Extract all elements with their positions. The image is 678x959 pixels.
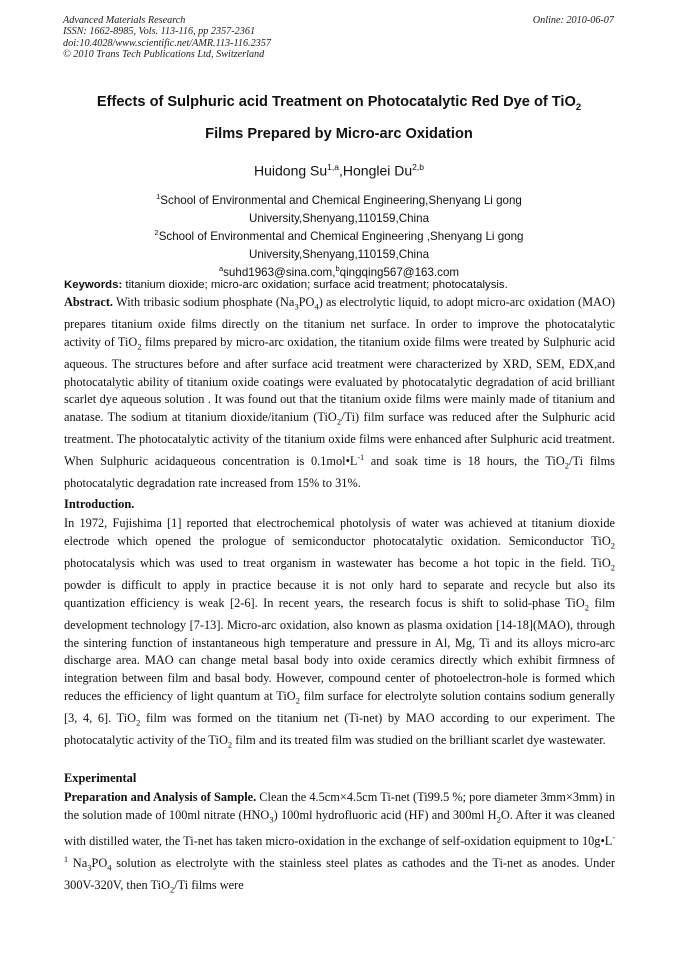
author-list: Huidong Su$^{1,a}$,Honglei Du$^{2,b}$ bbox=[254, 162, 424, 179]
experimental-paragraph: Preparation and Analysis of Sample. Clean the 4.5cm×4.5cm Ti-net (Ti99.5 %; pore diameter 3mm×3mm) in the solution made of 100ml nitrate $(HNO_3)$ 100ml hydrofluoric acid (HF) and 300ml $H_2O$. After it was cleaned with distilled water, the Ti-net has taken micro-oxidation in the exchange of self-oxidation equipment to $10g•L^{-1}$ $Na_3PO_4$ solution as electrolyte with the stainless steel plates as cathodes and the Ti-net as anodes. Under 300V-320V, then TiO$_2$/Ti films were bbox=[64, 790, 616, 895]
email-link[interactable]: qingqing567@163.com bbox=[339, 265, 460, 279]
copyright-line: © 2010 Trans Tech Publications Ltd, Switzerland bbox=[63, 49, 265, 61]
affiliation-1: $^1$School of Environmental and Chemical Engineering,Shenyang Li gong University,Shenyang,110159,China bbox=[156, 192, 522, 225]
section-heading-introduction: Introduction. bbox=[64, 497, 135, 511]
author-emails: $^a$suhd1963@sina.com,$^b$qingqing567@163.com bbox=[218, 264, 460, 279]
keywords-label: Keywords: bbox=[64, 279, 123, 291]
journal-name: Advanced Materials Research bbox=[63, 15, 186, 26]
journal-header bbox=[63, 15, 271, 61]
section-heading-experimental: Experimental bbox=[64, 771, 137, 785]
email-link[interactable]: suhd1963@sina.com, bbox=[223, 265, 336, 279]
abstract-label: Abstract. bbox=[64, 295, 114, 309]
affiliation-2: $^2$School of Environmental and Chemical Engineering ,Shenyang Li gong University,Shenyang,110159,China bbox=[154, 228, 524, 261]
online-date: Online: 2010-06-07 bbox=[532, 15, 614, 26]
author-name: Honglei Du bbox=[342, 162, 413, 179]
subsection-label: Preparation and Analysis of Sample. bbox=[64, 790, 257, 804]
title-line-1: Effects of Sulphuric acid Treatment on Photocatalytic Red Dye of TiO$_2$ bbox=[96, 94, 582, 113]
introduction-paragraph: In 1972, Fujishima [1] reported that electrochemical photolysis of water was achieved at titanium dioxide electrode which opened the prologue of semiconductor photocatalytic oxidation. Semiconductor TiO$_2$ photocatalysis which was used to treat organism in wastewater has become a hot topic in the field. TiO$_2$ powder is difficult to apply in practice because it is not only hard to separate and recycle but also its quantization efficiency is weak [2-6]. In recent years, the research focus is shift to solid-phase TiO$_2$ film development technology [7-13]. Micro-arc oxidation, also known as plasma oxidation [14-18](MAO), through the sintering function of instantaneous high temperature and pressure in Al, Mg, Ti and its alloys micro-arc discharge area. MAO can change metal basal body into oxide ceramics directly which exhibit firmness of integration between film and basal body. However, compound center of photoelectron-hole is formed which reduces the efficiency of light quantum at TiO$_2$ film surface for electrolyte solution contains sodium generally [3, 4, 6]. TiO$_2$ film was formed on the titanium net (Ti-net) by MAO according to our experiment. The photocatalytic activity of the TiO$_2$ film and its treated film was studied on the brilliant scarlet dye wastewater. bbox=[64, 516, 615, 750]
title-line-2: Films Prepared by Micro-arc Oxidation bbox=[205, 126, 473, 142]
issn-line: ISSN: 1662-8985, Vols. 113-116, pp 2357-2361 bbox=[63, 26, 256, 38]
keywords: Keywords: titanium dioxide; micro-arc oxidation; surface acid treatment; photocatalysis. bbox=[64, 279, 508, 291]
abstract: Abstract. With tribasic sodium phosphate $(Na_3PO_4)$ as electrolytic liquid, to adopt micro-arc oxidation (MAO) prepares titanium oxide films directly on the titanium net surface. In order to improve the photocatalytic activity of TiO$_2$ films prepared by micro-arc oxidation, the titanium oxide films were treated by Sulphuric acid aqueous. The structures before and after surface acid treatment were characterized by XRD, SEM, EDX,and photocatalytic ability of titanium oxide coatings were evaluated by photocatalytic degradation of acid brilliant scarlet dye aqueous solution . It was found out that the titanium oxide films were mainly made of titanium and anatase. The sodium at titanium dioxide/itanium (TiO$_2$/Ti) film surface was reduced after the Sulphuric acid treatment. The photocatalytic activity of the titanium oxide films were enhanced after Sulphuric acid treatment. When Sulphuric acidaqueous concentration is $0.1mol•L^{-1}$ and soak time is 18 hours, the TiO$_2$/Ti films photocatalytic degradation rate increased from 15% to 31%. bbox=[64, 295, 616, 491]
doi-line: doi:10.4028/www.scientific.net/AMR.113-116.2357 bbox=[63, 37, 271, 49]
author-name: Huidong Su bbox=[254, 162, 328, 179]
